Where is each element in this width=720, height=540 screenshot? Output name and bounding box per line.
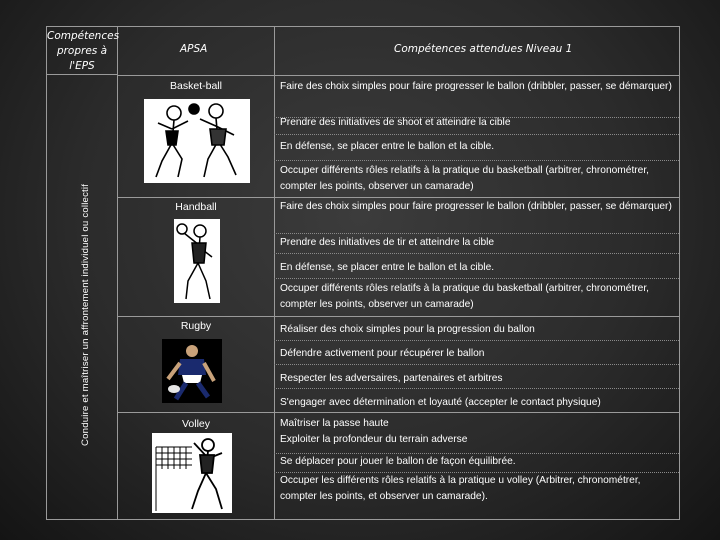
competences-table	[118, 26, 680, 520]
basketball-illustration	[144, 99, 250, 188]
basketball-competence-3: En défense, se placer entre le ballon et la cible.	[280, 141, 495, 152]
sport-name-rugby: Rugby	[180, 320, 212, 332]
competences-attendues-header: Compétences attendues Niveau 1	[394, 43, 573, 55]
volleyball-illustration	[152, 433, 232, 518]
rugby-illustration	[162, 339, 222, 408]
rugby-competence-1: Réaliser des choix simples pour la progression du ballon	[280, 324, 535, 335]
handball-competence-3: En défense, se placer entre le ballon et la cible.	[280, 262, 495, 273]
row-separator	[274, 340, 679, 341]
sport-divider	[118, 316, 679, 317]
basketball-competence-1: Faire des choix simples pour faire progresser le ballon (dribbler, passer, se démarquer)	[280, 81, 672, 92]
handball-illustration	[174, 219, 220, 308]
rugby-competence-2: Défendre activement pour récupérer le ballon	[280, 348, 485, 359]
vertical-competence-label: Conduire et maîtriser un affrontement individuel ou collectif	[80, 183, 91, 446]
basketball-competence-2: Prendre des initiatives de shoot et atteindre la cible	[280, 117, 511, 128]
volley-competence-2: Exploiter la profondeur du terrain adverse	[280, 434, 468, 445]
sport-name-basketball: Basket-ball	[170, 80, 222, 92]
row-separator	[274, 160, 679, 161]
sport-name-handball: Handball	[175, 201, 217, 213]
column-divider	[274, 27, 275, 519]
sport-divider	[118, 412, 679, 413]
volley-competence-1: Maîtriser la passe haute	[280, 418, 389, 429]
row-separator	[274, 253, 679, 254]
basketball-competence-4: Occuper différents rôles relatifs à la pratique du basketball (arbitrer, chronométrer, compter les points, observer un camarade)	[280, 165, 650, 192]
handball-competence-2: Prendre des initiatives de tir et atteindre la cible	[280, 237, 495, 248]
row-separator	[274, 364, 679, 365]
handball-competence-4: Occuper différents rôles relatifs à la pratique du basketball (arbitrer, chronométrer, compter les points, observer un camarade)	[280, 283, 650, 310]
volley-competence-4: Occuper les différents rôles relatifs à la pratique u volley (Arbitrer, chronométrer, compter les points, et observer un camarade).	[280, 475, 641, 502]
sport-divider	[118, 197, 679, 198]
apsa-header: APSA	[180, 43, 208, 55]
volley-competence-3: Se déplacer pour jouer le ballon de façon équilibrée.	[280, 456, 516, 467]
row-separator	[274, 233, 679, 234]
handball-competence-1: Faire des choix simples pour faire progresser le ballon (dribbler, passer, se démarquer)	[280, 201, 672, 212]
row-separator	[274, 388, 679, 389]
header-divider	[118, 75, 679, 76]
rugby-competence-4: S'engager avec détermination et loyauté (accepter le contact physique)	[280, 397, 601, 408]
row-separator	[274, 134, 679, 135]
row-separator	[274, 278, 679, 279]
competences-propres-header: Compétences propres à l'EPS	[47, 27, 117, 75]
rugby-competence-3: Respecter les adversaires, partenaires et arbitres	[280, 373, 503, 384]
sport-name-volley: Volley	[181, 418, 211, 430]
